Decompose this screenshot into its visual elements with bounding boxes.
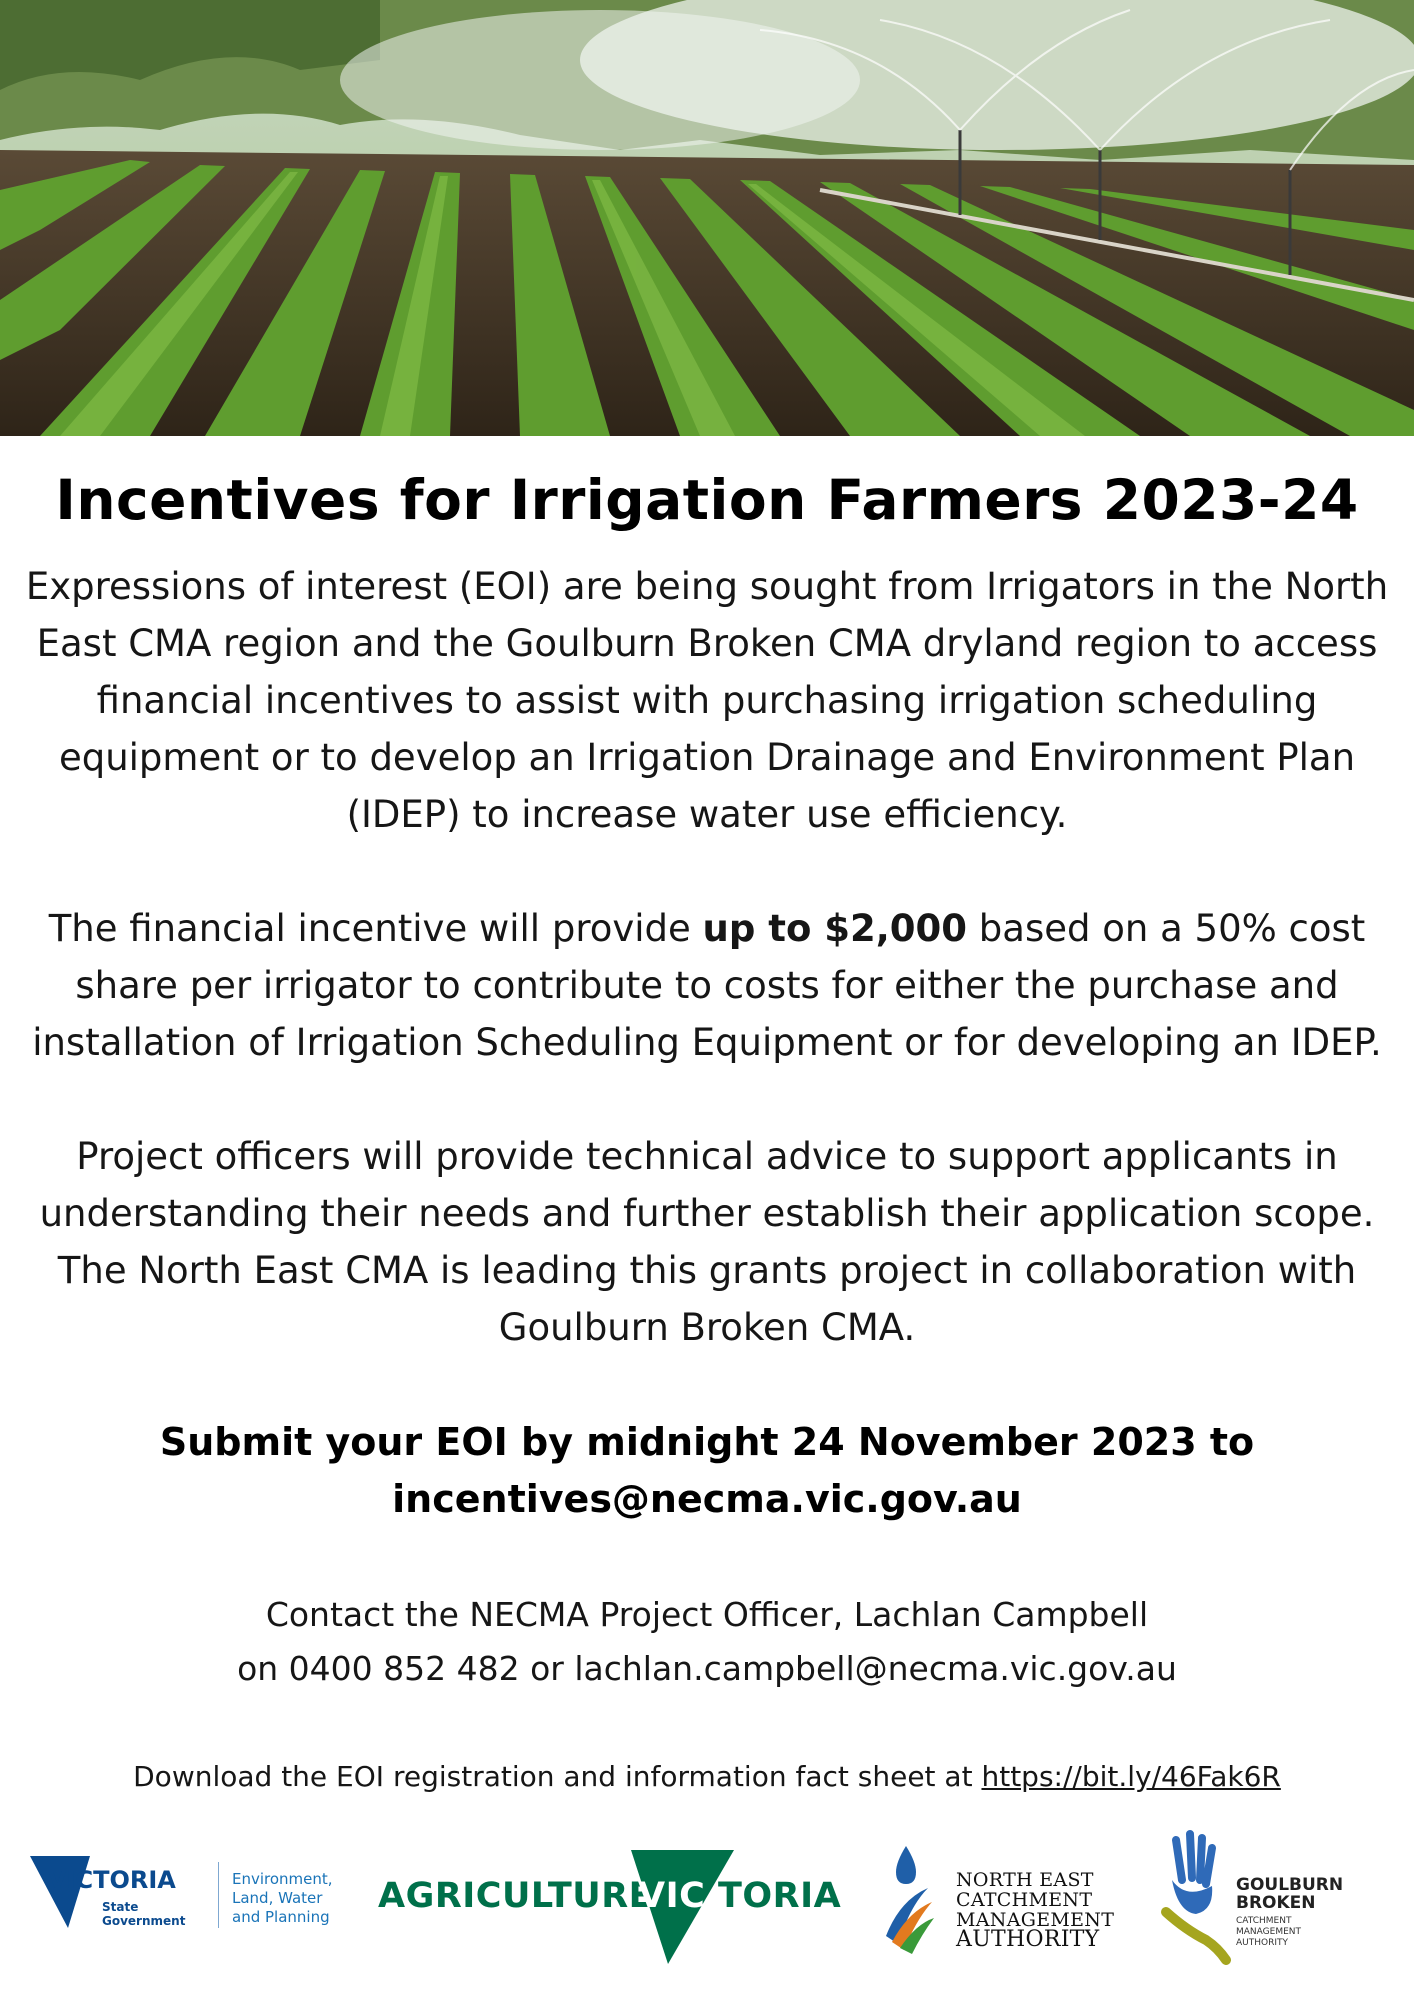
submit-callout [0, 1414, 1414, 1528]
gbcma-hand-icon [1156, 1830, 1236, 1965]
officers-line: The North East CMA is leading this grants project in collaboration with [57, 1249, 1357, 1292]
intro-line: Expressions of interest (EOI) are being sought from Irrigators in the North [25, 565, 1389, 608]
gbcma-line: GOULBURN [1236, 1875, 1344, 1895]
officers-line: understanding their needs and further establish their application scope. [39, 1192, 1375, 1235]
incentive-paragraph [18, 900, 1396, 1071]
incentive-line [18, 900, 1396, 957]
incentive-line: share per irrigator to contribute to costs for either the purchase and [75, 964, 1339, 1007]
necma-name [956, 1870, 1114, 1950]
download-link[interactable]: https://bit.ly/46Fak6R [981, 1760, 1281, 1793]
agvic-wordmark-right: TORIA [718, 1876, 842, 1916]
incentive-line: installation of Irrigation Scheduling Equipment or for developing an IDEP. [32, 1021, 1382, 1064]
download-text: Download the EOI registration and information fact sheet at [133, 1760, 982, 1793]
gbcma-line: CATCHMENT [1236, 1916, 1292, 1926]
officers-line: Project officers will provide technical advice to support applicants in [76, 1135, 1338, 1178]
necma-droplet-icon [876, 1840, 936, 1960]
victoria-state-label: State [102, 1900, 139, 1914]
agriculture-victoria-logo [378, 1846, 842, 1966]
officers-line: Goulburn Broken CMA. [498, 1306, 916, 1349]
incentive-text: The financial incentive will provide [48, 907, 703, 950]
gbcma-line: BROKEN [1236, 1893, 1316, 1913]
victoria-wordmark: VICTORIA [48, 1866, 176, 1894]
contact-line: on 0400 852 482 or lachlan.campbell@necma.vic.gov.au [237, 1649, 1177, 1688]
victoria-state-government-logo [30, 1856, 200, 1946]
deeca-line: Land, Water [232, 1889, 323, 1907]
logo-divider [218, 1862, 219, 1928]
contact-block [0, 1588, 1414, 1696]
agvic-wordmark-left: AGRICULTURE [378, 1876, 654, 1916]
submit-email-link[interactable]: incentives@necma.vic.gov.au [392, 1477, 1022, 1521]
incentive-amount: up to $2,000 [702, 907, 968, 950]
agvic-wordmark-vic: VIC [638, 1876, 706, 1916]
intro-line: East CMA region and the Goulburn Broken CMA dryland region to access [36, 622, 1378, 665]
intro-paragraph [18, 558, 1396, 843]
gbcma-name [1236, 1876, 1343, 1912]
gbcma-logo [1156, 1830, 1376, 1970]
officers-paragraph [18, 1128, 1396, 1356]
necma-line: CATCHMENT [956, 1889, 1093, 1911]
page-title: Incentives for Irrigation Farmers 2023-24 [55, 468, 1359, 532]
necma-line: AUTHORITY [956, 1927, 1100, 1952]
deeca-line: and Planning [232, 1908, 330, 1926]
deeca-logo-text [232, 1870, 362, 1927]
logo-strip [0, 1820, 1414, 2000]
gbcma-line: MANAGEMENT [1236, 1927, 1301, 1937]
intro-line: financial incentives to assist with purchasing irrigation scheduling [96, 679, 1318, 722]
gbcma-line: AUTHORITY [1236, 1938, 1288, 1948]
necma-line: NORTH EAST [956, 1869, 1094, 1891]
necma-logo [876, 1840, 1115, 1960]
intro-line: equipment or to develop an Irrigation Drainage and Environment Plan [58, 736, 1356, 779]
download-line [0, 1757, 1414, 1797]
incentive-text: based on a 50% cost [967, 907, 1366, 950]
necma-line: MANAGEMENT [956, 1909, 1115, 1931]
victoria-government-label: Government [102, 1914, 186, 1928]
deeca-line: Environment, [232, 1870, 333, 1888]
submit-deadline: Submit your EOI by midnight 24 November 2023 to [159, 1420, 1255, 1464]
intro-line: (IDEP) to increase water use efficiency. [346, 793, 1068, 836]
hero-photo [0, 0, 1414, 436]
gbcma-sub [1236, 1916, 1301, 1949]
contact-line: Contact the NECMA Project Officer, Lachlan Campbell [265, 1595, 1149, 1634]
